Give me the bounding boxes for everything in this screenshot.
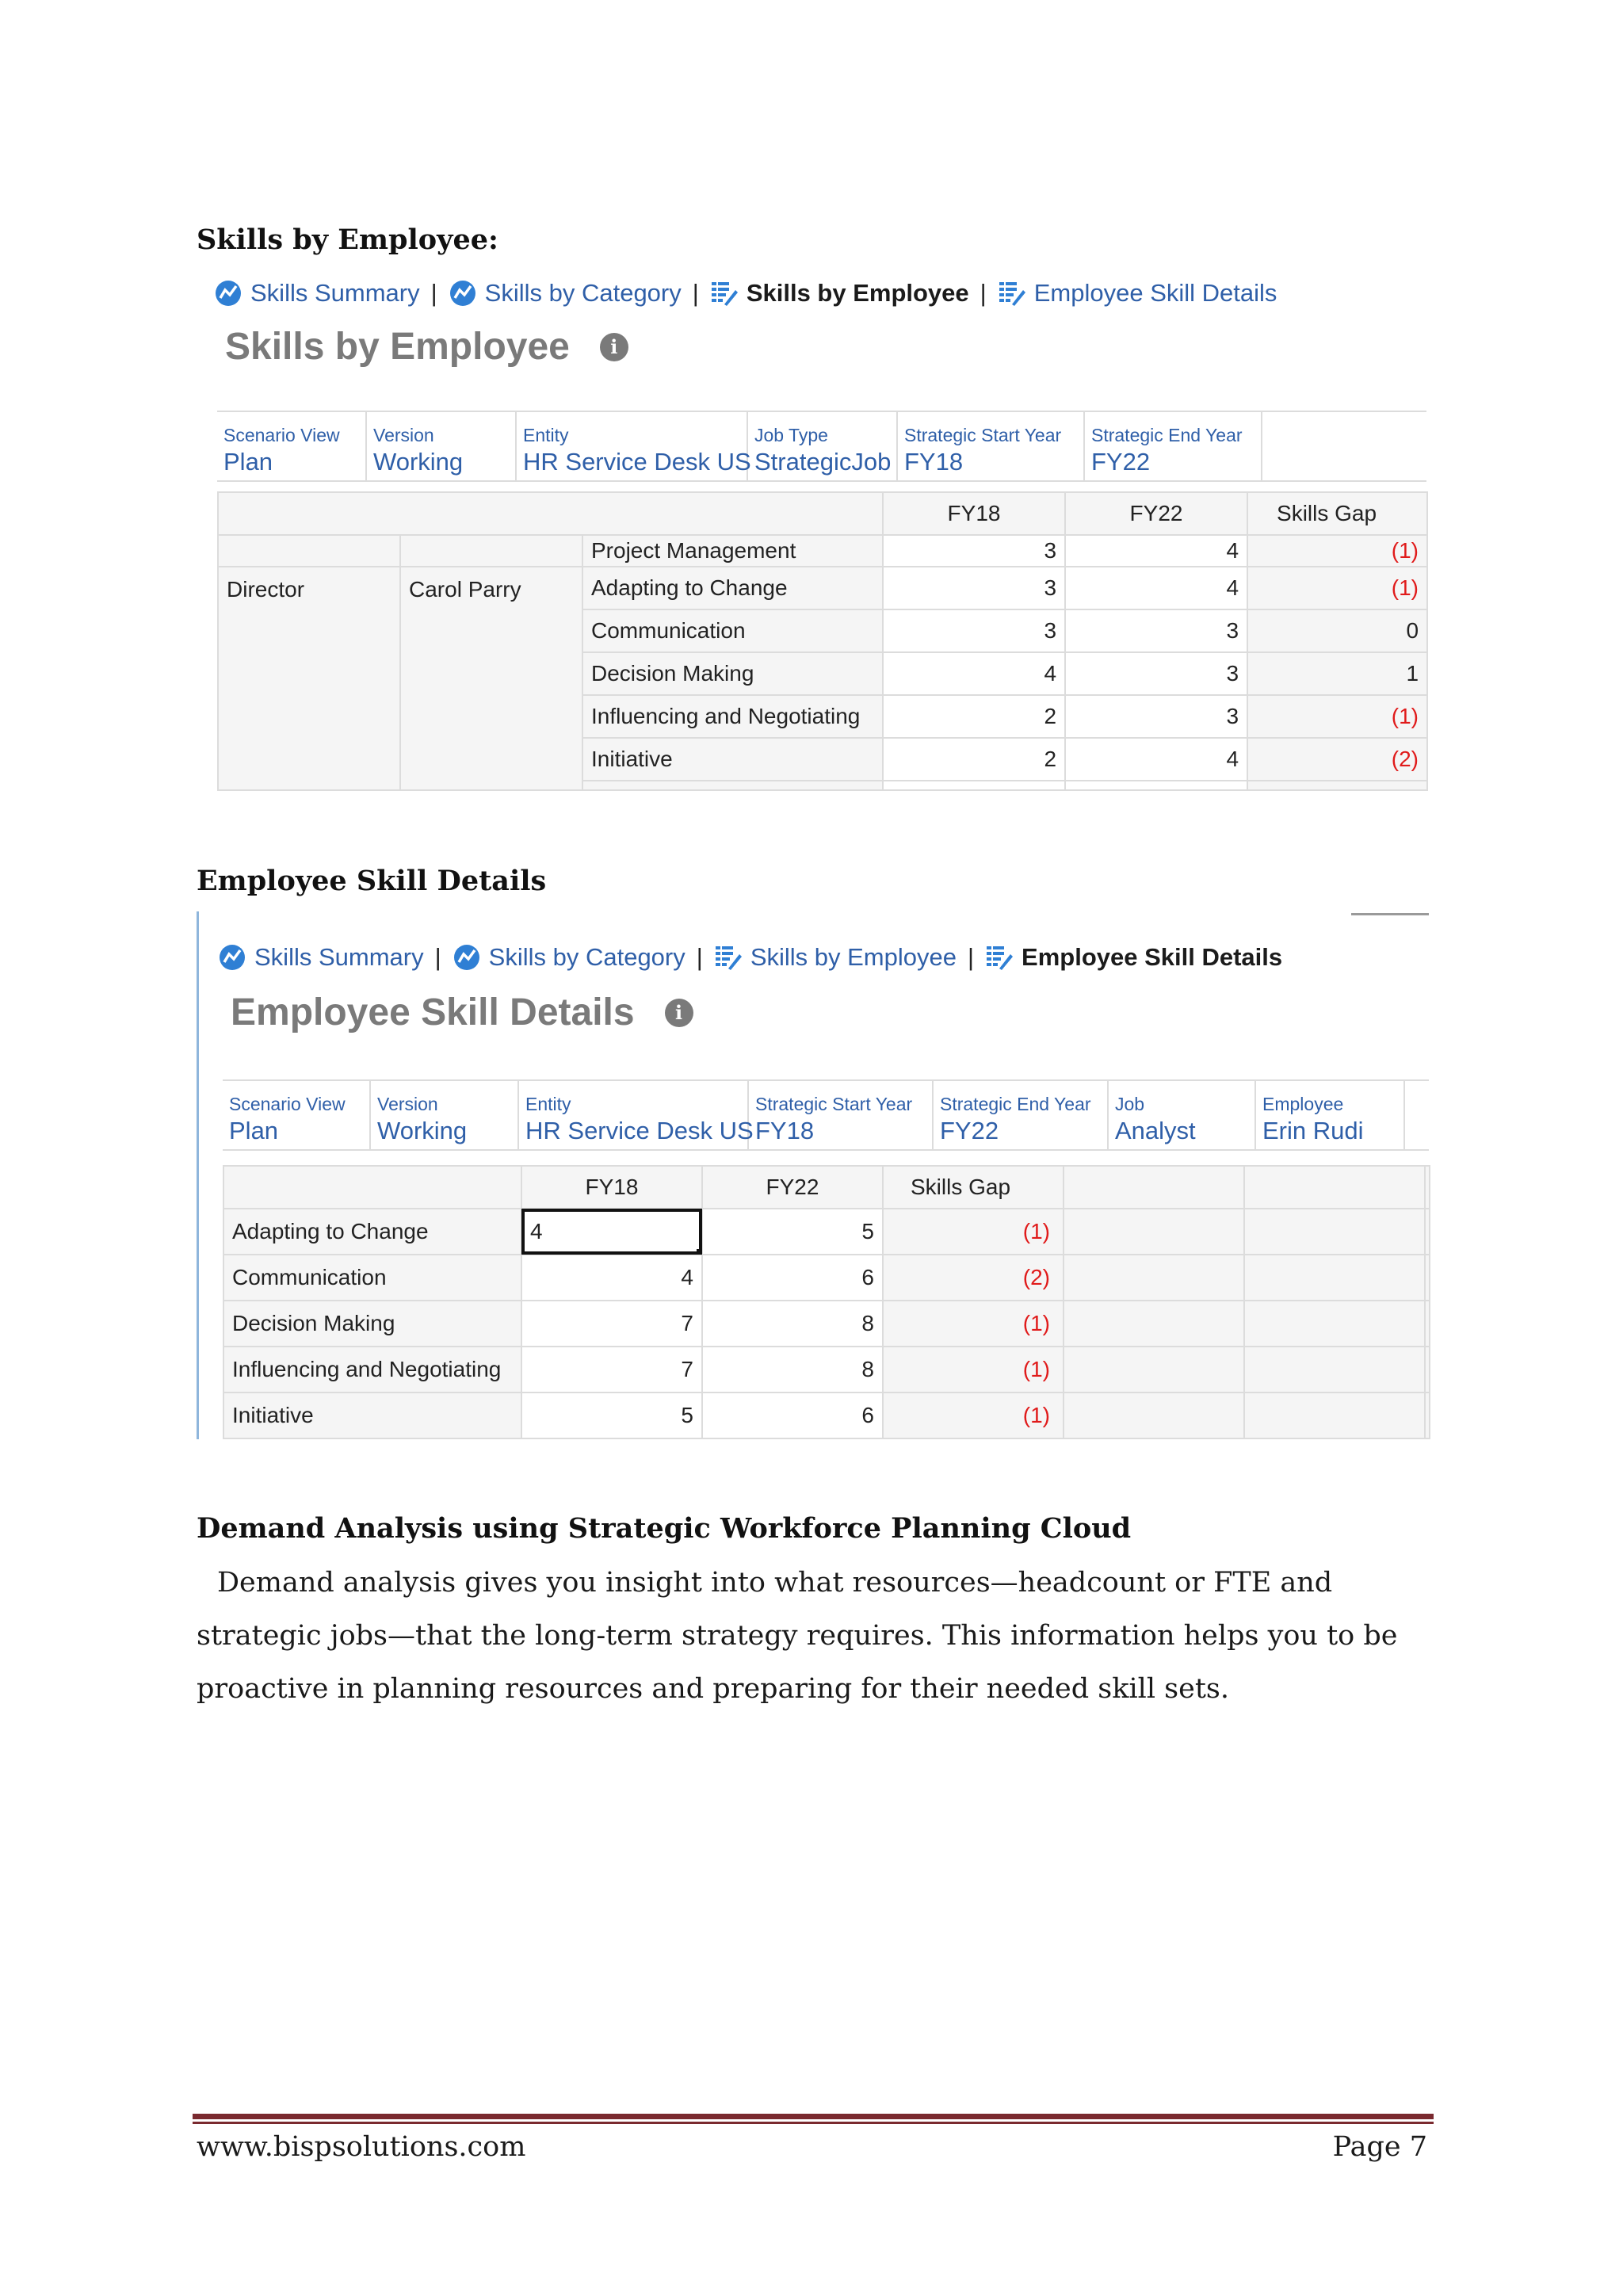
- pov-spacer: [1262, 412, 1426, 480]
- fy22-cell[interactable]: 6: [702, 1255, 883, 1301]
- tab-separator: |: [696, 943, 703, 971]
- tab-label: Skills by Category: [488, 943, 685, 971]
- demand-analysis-paragraph: Demand analysis gives you insight into what resources—headcount or FTE and strategic jobs—that the long-term strategy requires. This information helps you to be proactive in planning resources and preparing for their needed skill sets.: [197, 1567, 1398, 1705]
- fy22-cell[interactable]: 6: [702, 1392, 883, 1438]
- column-header: FY22: [1065, 492, 1247, 535]
- chart-icon: [449, 279, 477, 308]
- row-cut: [582, 781, 883, 790]
- pov-spacer: [1405, 1081, 1429, 1149]
- column-header: FY18: [521, 1166, 702, 1209]
- pov-strategic-end-year[interactable]: [934, 1081, 1109, 1149]
- skill-label: Project Management: [582, 535, 883, 567]
- column-header: Skills Gap: [883, 1166, 1064, 1209]
- info-icon[interactable]: i: [665, 999, 693, 1027]
- table-row: [223, 1255, 1430, 1301]
- column-header: FY18: [883, 492, 1065, 535]
- tab-label: Skills by Employee: [746, 279, 969, 307]
- pov-scenario-view[interactable]: [223, 1081, 371, 1149]
- fy18-cell[interactable]: 5: [521, 1392, 702, 1438]
- tab-label: Employee Skill Details: [1022, 943, 1283, 971]
- column-header-empty: [1064, 1166, 1244, 1209]
- empty-cell: [1244, 1347, 1425, 1392]
- grid-corner: [223, 1166, 521, 1209]
- skill-label: Initiative: [223, 1392, 521, 1438]
- empty-cell: [1064, 1347, 1244, 1392]
- empty-cell: [1064, 1392, 1244, 1438]
- skills-gap-cell: 0: [1247, 609, 1427, 652]
- table-row: [223, 1209, 1430, 1255]
- empty-cell: [1425, 1255, 1430, 1301]
- tab-separator: |: [692, 279, 699, 307]
- table-row: [223, 1347, 1430, 1392]
- chart-icon: [453, 943, 481, 972]
- skills-gap-cell: (1): [1247, 535, 1427, 567]
- skill-label: Adapting to Change: [582, 567, 883, 609]
- fy22-cell[interactable]: 4: [1065, 535, 1247, 567]
- chart-icon: [214, 279, 242, 308]
- skills-gap-cell: (1): [1247, 567, 1427, 609]
- empty-cell: [1064, 1209, 1244, 1255]
- tab-separator: |: [434, 943, 441, 971]
- fy18-cell[interactable]: 7: [521, 1347, 702, 1392]
- grid-edit-icon: [998, 279, 1026, 308]
- fy18-cell[interactable]: 7: [521, 1301, 702, 1347]
- fill-handle[interactable]: [697, 1249, 702, 1255]
- skill-label: Adapting to Change: [223, 1209, 521, 1255]
- column-header: FY22: [702, 1166, 883, 1209]
- pov-value: FY18: [755, 1117, 815, 1144]
- fy22-cell[interactable]: 4: [1065, 567, 1247, 609]
- fy18-cell[interactable]: 3: [883, 567, 1065, 609]
- pov-label: Scenario View: [229, 1094, 346, 1114]
- tab-skills-by-employee[interactable]: [714, 943, 957, 972]
- fy18-cell[interactable]: 2: [883, 695, 1065, 738]
- skill-label: Influencing and Negotiating: [582, 695, 883, 738]
- table-row: [218, 567, 1427, 609]
- empty-cell: [1244, 1255, 1425, 1301]
- divider: [1351, 913, 1429, 915]
- skills-gap-cell: (2): [883, 1255, 1064, 1301]
- grid-edit-icon: [710, 279, 739, 308]
- empty-cell: [1425, 1209, 1430, 1255]
- pov-label: Version: [373, 425, 434, 445]
- pov-value: FY22: [1091, 448, 1151, 476]
- skills-gap-cell: (1): [883, 1347, 1064, 1392]
- pov-label: Job Type: [754, 425, 828, 445]
- employee-label: Carol Parry: [400, 567, 582, 790]
- grid-edit-icon: [985, 943, 1014, 972]
- pov-bar: [217, 411, 1426, 482]
- fy22-cell[interactable]: 8: [702, 1301, 883, 1347]
- skill-label: Communication: [223, 1255, 521, 1301]
- tab-employee-skill-details[interactable]: [985, 943, 1282, 972]
- skills-grid: [217, 491, 1428, 791]
- row-cut: [1247, 781, 1427, 790]
- pov-label: Strategic End Year: [1091, 425, 1243, 445]
- pov-value: Plan: [229, 1117, 279, 1144]
- fy18-cell[interactable]: 4: [521, 1255, 702, 1301]
- skills-gap-cell: (1): [1247, 695, 1427, 738]
- pov-value: HR Service Desk US: [525, 1117, 754, 1144]
- column-header-empty: [1244, 1166, 1425, 1209]
- fy22-cell[interactable]: 3: [1065, 652, 1247, 695]
- pov-label: Strategic Start Year: [755, 1094, 913, 1114]
- section-heading-demand-analysis: Demand Analysis using Strategic Workforce Planning Cloud: [197, 1512, 1132, 1545]
- pov-strategic-start-year[interactable]: [898, 412, 1085, 480]
- row-cut: [1065, 781, 1247, 790]
- tab-separator: |: [967, 943, 975, 971]
- employee-skill-details-screenshot: [197, 911, 1426, 1439]
- fy22-cell[interactable]: 3: [1065, 609, 1247, 652]
- section-heading-employee-skill-details: Employee Skill Details: [197, 865, 547, 897]
- form-tabs: [214, 279, 1277, 308]
- grid-header-row: [223, 1166, 1430, 1209]
- empty-cell: [1425, 1301, 1430, 1347]
- pov-entity[interactable]: [519, 1081, 754, 1149]
- empty-cell: [1064, 1255, 1244, 1301]
- pov-strategic-start-year[interactable]: [749, 1081, 934, 1149]
- table-row: [218, 535, 1427, 567]
- pov-version[interactable]: [367, 412, 517, 480]
- tab-label: Employee Skill Details: [1033, 279, 1277, 307]
- pov-version[interactable]: [371, 1081, 519, 1149]
- pov-job[interactable]: [1109, 1081, 1256, 1149]
- column-header: Skills Gap: [1247, 492, 1427, 535]
- tab-separator: |: [430, 279, 437, 307]
- tab-skills-summary[interactable]: [214, 279, 420, 308]
- tab-label: Skills Summary: [250, 279, 420, 307]
- skills-by-employee-screenshot: [214, 269, 1426, 794]
- pov-bar: [223, 1079, 1429, 1151]
- pov-label: Entity: [523, 425, 569, 445]
- skill-label: Decision Making: [582, 652, 883, 695]
- skill-label: Initiative: [582, 738, 883, 781]
- empty-cell: [1244, 1392, 1425, 1438]
- grid-edit-icon: [714, 943, 743, 972]
- row-header-empty: [400, 535, 582, 567]
- info-icon[interactable]: i: [600, 333, 628, 361]
- row-cut: [883, 781, 1065, 790]
- pov-label: Version: [377, 1094, 438, 1114]
- pov-label: Strategic Start Year: [904, 425, 1062, 445]
- pov-strategic-end-year[interactable]: [1085, 412, 1262, 480]
- pov-value: Analyst: [1115, 1117, 1196, 1144]
- fy18-cell[interactable]: 3: [883, 535, 1065, 567]
- fy18-cell[interactable]: 3: [883, 609, 1065, 652]
- tab-label: Skills Summary: [254, 943, 424, 971]
- pov-value: FY18: [904, 448, 964, 476]
- empty-cell: [1064, 1301, 1244, 1347]
- section-heading-skills-by-employee: Skills by Employee:: [197, 223, 498, 256]
- fy18-cell[interactable]: 4: [883, 652, 1065, 695]
- pov-value: Working: [373, 448, 464, 476]
- job-label: Director: [218, 567, 400, 790]
- empty-cell: [1425, 1347, 1430, 1392]
- pov-label: Strategic End Year: [940, 1094, 1091, 1114]
- tab-label: Skills by Employee: [750, 943, 957, 971]
- pov-value: StrategicJob: [754, 448, 892, 476]
- pov-entity[interactable]: [517, 412, 751, 480]
- fy22-cell[interactable]: 4: [1065, 738, 1247, 781]
- pov-employee[interactable]: [1256, 1081, 1405, 1149]
- empty-cell: [1425, 1392, 1430, 1438]
- page-title: [231, 991, 693, 1034]
- skill-label: Influencing and Negotiating: [223, 1347, 521, 1392]
- tab-label: Skills by Category: [484, 279, 682, 307]
- pov-value: HR Service Desk US: [523, 448, 751, 476]
- page-title-text: Skills by Employee: [225, 326, 570, 368]
- pov-label: Job: [1115, 1094, 1145, 1114]
- empty-cell: [1244, 1209, 1425, 1255]
- tab-skills-by-category[interactable]: [453, 943, 685, 972]
- skills-gap-cell: (1): [883, 1209, 1064, 1255]
- tab-separator: |: [980, 279, 987, 307]
- pov-label: Employee: [1262, 1094, 1344, 1114]
- cell-value: 4: [530, 1219, 543, 1244]
- row-header-empty: [218, 535, 400, 567]
- chart-icon: [218, 943, 246, 972]
- skill-label: Communication: [582, 609, 883, 652]
- pov-value: Working: [377, 1117, 468, 1144]
- footer-rule: [193, 2114, 1434, 2119]
- skills-gap-cell: (2): [1247, 738, 1427, 781]
- footer-page-number: Page 7: [1332, 2131, 1427, 2163]
- form-tabs: [218, 943, 1282, 972]
- table-row: [223, 1301, 1430, 1347]
- pov-label: Entity: [525, 1094, 571, 1114]
- footer-rule: [193, 2122, 1434, 2124]
- pov-value: Plan: [223, 448, 273, 476]
- column-header-empty: [1425, 1166, 1430, 1209]
- tab-employee-skill-details[interactable]: [998, 279, 1277, 308]
- footer-website: www.bispsolutions.com: [197, 2131, 526, 2163]
- fy22-cell[interactable]: 3: [1065, 695, 1247, 738]
- skills-gap-cell: 1: [1247, 652, 1427, 695]
- skill-label: Decision Making: [223, 1301, 521, 1347]
- tab-skills-by-category[interactable]: [449, 279, 682, 308]
- grid-header-row: [218, 492, 1427, 535]
- pov-value: Erin Rudi: [1262, 1117, 1364, 1144]
- skills-gap-cell: (1): [883, 1301, 1064, 1347]
- fy18-cell[interactable]: 2: [883, 738, 1065, 781]
- page-title: [225, 325, 628, 369]
- pov-job-type[interactable]: [748, 412, 898, 480]
- fy18-cell-selected[interactable]: [521, 1209, 702, 1255]
- table-row: [223, 1392, 1430, 1438]
- fy22-cell[interactable]: 5: [702, 1209, 883, 1255]
- pov-label: Scenario View: [223, 425, 340, 445]
- page-title-text: Employee Skill Details: [231, 991, 635, 1033]
- pov-value: FY22: [940, 1117, 999, 1144]
- tab-skills-summary[interactable]: [218, 943, 424, 972]
- fy22-cell[interactable]: 8: [702, 1347, 883, 1392]
- grid-corner: [218, 492, 883, 535]
- empty-cell: [1244, 1301, 1425, 1347]
- skill-details-grid: [223, 1165, 1430, 1439]
- pov-scenario-view[interactable]: [217, 412, 367, 480]
- skills-gap-cell: (1): [883, 1392, 1064, 1438]
- tab-skills-by-employee[interactable]: [710, 279, 969, 308]
